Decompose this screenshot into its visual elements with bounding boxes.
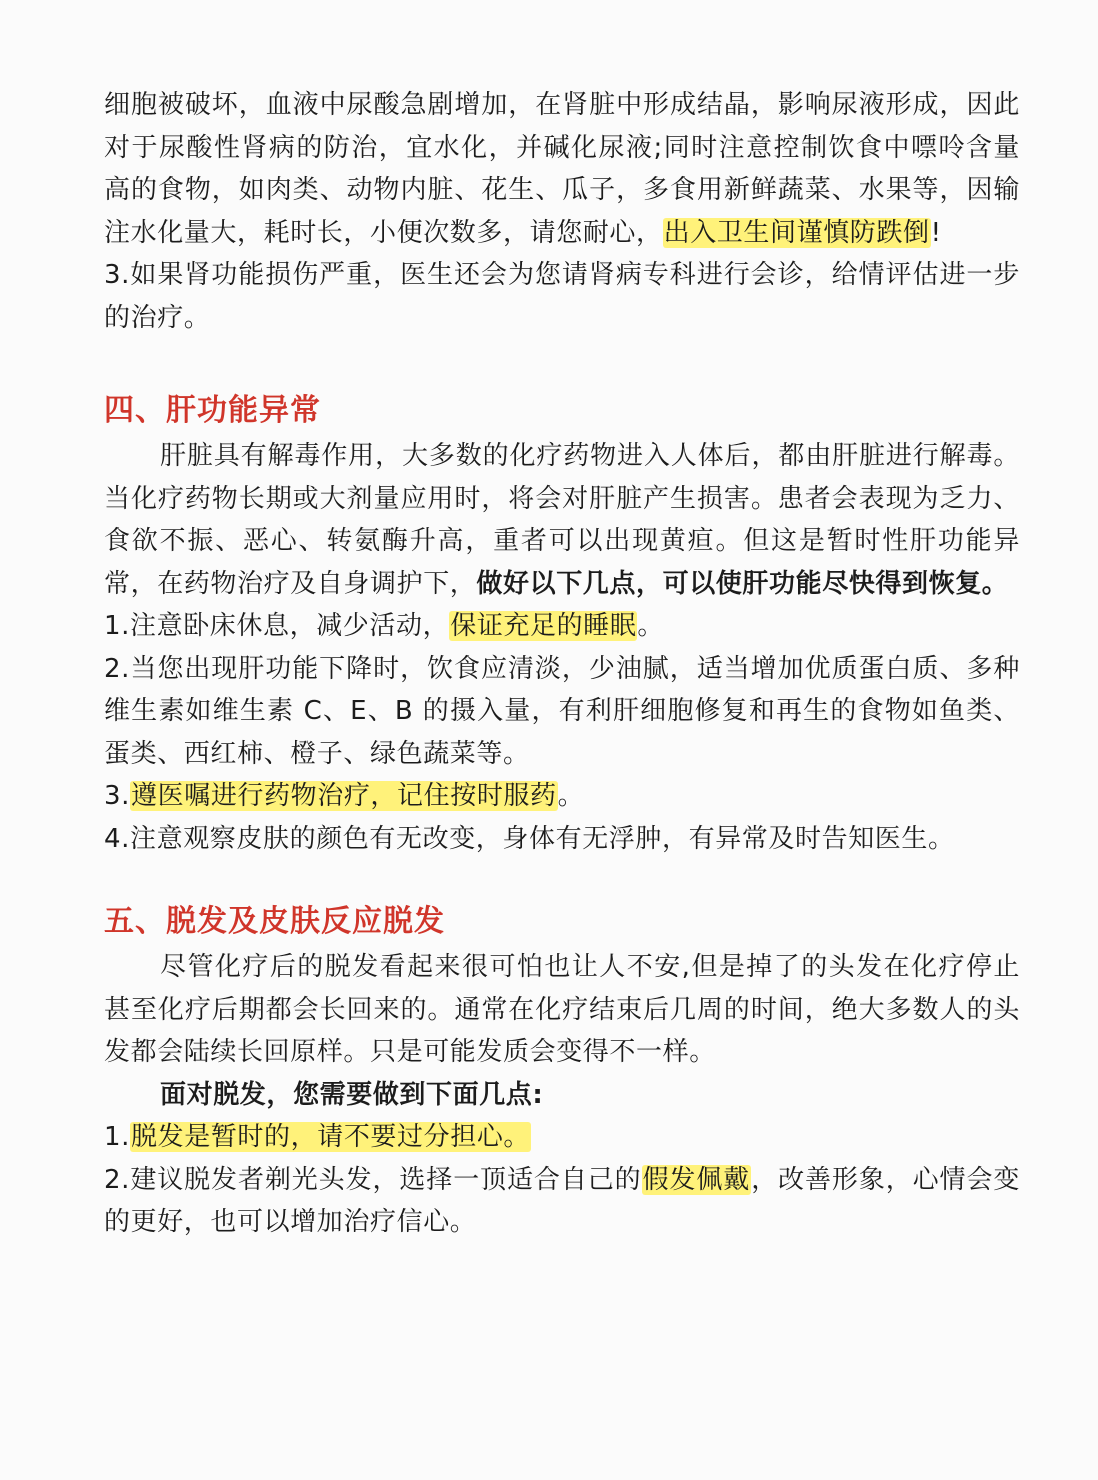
- liver-intro-text: 肝脏具有解毒作用，大多数的化疗药物进入人体后，都由肝脏进行解毒。 当化疗药物长期或大剂量应用时，将会对肝脏产生损害。患者会表现为乏力、 食欲不振、恶心、转氨酶升高，重者可以出现黄疸。但这是暂时性肝功能异常，在药物治疗及自身调护下，: [104, 441, 1020, 599]
- hair-intro-paragraph: 尽管化疗后的脱发看起来很可怕也让人不安,但是掉了的头发在化疗停止甚至化疗后期都会长回来的。通常在化疗结束后几周的时间，绝大多数人的头发都会陆续长回原样。只是可能发质会变得不一样。: [104, 952, 1020, 1067]
- kidney-item-3: 3.如果肾功能损伤严重，医生还会为您请肾病专科进行会诊，给情评估进一步的治疗。: [104, 260, 1020, 333]
- liver-item-3-end: 。: [557, 781, 585, 811]
- sleep-highlight: 保证充足的睡眠: [450, 611, 637, 641]
- liver-item-1-text: 1.注意卧床休息，减少活动，: [104, 611, 450, 641]
- liver-item-2: 2.当您出现肝功能下降时，饮食应清淡，少油腻，适当增加优质蛋白质、多种维生素如维生素 C、E、B 的摄入量，有利肝细胞修复和再生的食物如鱼类、蛋类、西红柿、橙子、绿色蔬菜等。: [104, 653, 1020, 769]
- section-heading-liver: 四、肝功能异常: [104, 393, 321, 428]
- hair-item-1: [104, 1116, 1020, 1159]
- section-heading-hair-loss: 五、脱发及皮肤反应脱发: [104, 904, 445, 939]
- hair-subheading: 面对脱发，您需要做到下面几点:: [160, 1079, 544, 1110]
- wig-highlight: 假发佩戴: [642, 1164, 751, 1195]
- hair-item-2: [104, 1159, 1020, 1244]
- kidney-paragraph: [104, 84, 1020, 254]
- hair-item-2-end: ，改善形象，心情会变的更好，也可以增加治疗信心。: [104, 1164, 1020, 1237]
- liver-intro-bold: 做好以下几点，可以使肝功能尽快得到恢复。: [476, 568, 1009, 599]
- liver-item-3-prefix: 3.: [104, 781, 131, 811]
- fall-prevention-highlight: 出入卫生间谨慎防跌倒: [663, 217, 930, 248]
- liver-item-1-end: 。: [637, 611, 665, 641]
- hair-item-1-prefix: 1.: [104, 1122, 131, 1152]
- hair-item-2-text: 2.建议脱发者剃光头发，选择一顶适合自己的: [104, 1164, 642, 1195]
- liver-intro-paragraph: [104, 435, 1020, 605]
- liver-item-1: [104, 605, 1020, 648]
- kidney-paragraph-end: !: [930, 217, 942, 248]
- kidney-paragraph-text: 细胞被破坏，血液中尿酸急剧增加，在肾脏中形成结晶，影响尿液形成，因此对于尿酸性肾病的防治，宜水化，并碱化尿液;同时注意控制饮食中嘌呤含量 高的食物，如肉类、动物内脏、花生、瓜子，多食用新鲜蔬菜、水果等，因输注水化量大，耗时长，小便次数多，请您耐心，: [104, 90, 1020, 248]
- liver-item-4: 4.注意观察皮肤的颜色有无改变，身体有无浮肿，有异常及时告知医生。: [104, 823, 955, 854]
- liver-item-3: [104, 775, 1020, 818]
- medication-highlight: 遵医嘱进行药物治疗，记住按时服药: [131, 781, 557, 811]
- temporary-hair-loss-highlight: 脱发是暂时的，请不要过分担心。: [131, 1122, 531, 1152]
